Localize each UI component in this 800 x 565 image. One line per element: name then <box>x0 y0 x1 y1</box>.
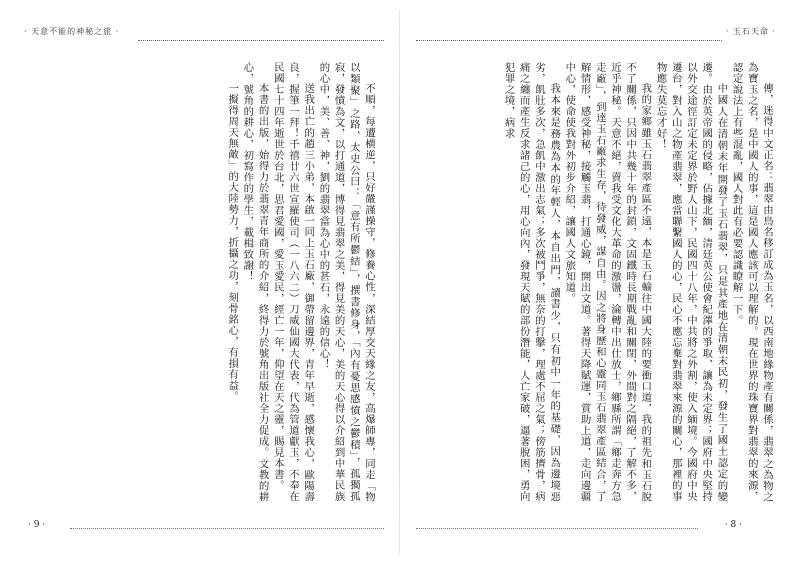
left-paragraph-2: 送我出亡的趙三小弟，本啟一同上玉石廠，御帶留邊界，青年早逝，感懷我心，歐陽壽良，握筆一拜！千禧廿六世宣羅使司（一八六二）刀威仙國大代表，代為管道獻玉，不奉在民國七十四年逝世於台北，思君愛國，愛玉愛民，經亡一年，仰望在天之靈，賜見本書。 <box>271 62 315 502</box>
right-paragraph-3: 我的家鄉雖玉石翡翠產區不遠，本是玉石輸往中國大陸的要衝口道，我的祖先和玉石脫不了關係，只因中共幾十年的封鎖，文固鐵時長期戰亂和關閉，外間對之隔絕，了解不多，近乎神秘。天意不絕，賣我受文化大革命的激盪，淪轉中出仕放士，鄉縣所謂「鄉走奔方急走廠」，到達玉石廠求生存，待發威，謀自由。因之將身歷和心靈同玉石翡翠產區結合，了解情形，感受神秘，接觸玉翡，打通心鏡，開出文道。著得天降賦運，賞助上道，走向邊疆中心，使命使我對外初步介紹，讓國人文旅知道。 <box>563 62 652 502</box>
left-page-header <box>18 22 390 42</box>
book-gutter <box>399 10 400 555</box>
right-running-title: · 玉石天命 · <box>725 27 776 36</box>
left-body-text <box>136 62 376 502</box>
left-paragraph-4: 一擬得周天無敵」的大陸勢力，折攝之功，刻骨銘心，有損有益。 <box>226 82 239 402</box>
right-page-footer <box>410 518 782 538</box>
right-page-header <box>410 22 782 42</box>
right-footer-dotted-rule <box>416 528 698 529</box>
left-header-dotted-rule <box>138 40 384 41</box>
right-body-text <box>428 62 774 502</box>
left-paragraph-1: 不順，每遭横逆，只好嚴謹操守，修養心性，深結厚交天緣之友，高爆師專，同走「物以類聚」之路，太史公曰：「意有所鬱結」，撰書修身，「內有憂思感憤之鬱積」，孤獨孤寂，發憤為文，以打通道，博得見翡翠之美，得見美的天心，美的天心得以介紹到中華民族的心中，美、善、神，劉的翡翠當為心中的甚石，永遠的信心！ <box>317 62 375 502</box>
right-paragraph-4: 我本來是務農為本的年輕人，本自出門，讀書少，只有初中一年的基礎，因為邊境惡劣，飢肚多次，急飢中激出志氣；多次被鬥爭，無奈的打擊，理處不屈之氣；傍筋擠骨，病痛之纏而產生反求諸己的心，用心向內，發現天賦的部份潛能，人亡家破，逼著脫困，勇向犯罪之境，病求 <box>502 62 561 502</box>
right-header-dotted-rule <box>416 40 722 41</box>
left-page <box>18 22 390 544</box>
right-page <box>410 22 782 544</box>
left-page-number: · 9 · <box>28 520 46 530</box>
left-running-title: · 天意不能的神秘之旅 · <box>24 27 120 36</box>
right-paragraph-1: 傳，迷得中文正名：翡翠由鳥名移訂成為玉名，以西南地緣物產有關係，翡翠之為物之為寶玉之名，是中國人的事，這是國人應該可以理解的。現在世界的珠寶界對翡翠的來源，認定說法上有些混亂，國人對此有必要認識瞭解一下。 <box>730 62 773 502</box>
right-paragraph-2: 中國人在清朝末年開發了玉石翡翠，只是其產地在清朝末民初，發生了國土認定的變遷。由於英帝國的侵略，佔據北緬，清廷英公使會紀澤的爭取，讓為未定界；國府中央堅持以外交途徑訂定未定界於野人山下，民國四十八年，中共將之外割，使入緬境。今國府中央遷台，對入山之物產翡翠，應當聯繫國人的心，民心不應忘棄對翡翠來源的關心，那裡的事物應失莫忘才好！ <box>654 62 728 502</box>
left-page-footer <box>18 518 390 538</box>
left-footer-dotted-rule <box>70 528 384 529</box>
right-page-number: · 8 · <box>724 520 742 530</box>
left-paragraph-3: 本書的出版，始得力於翡翠青年商所的介紹，終得力於號角出版社全力促成。文教的耕心，號角的耕心，初寫作的學生，載楫致謝！ <box>241 62 269 502</box>
